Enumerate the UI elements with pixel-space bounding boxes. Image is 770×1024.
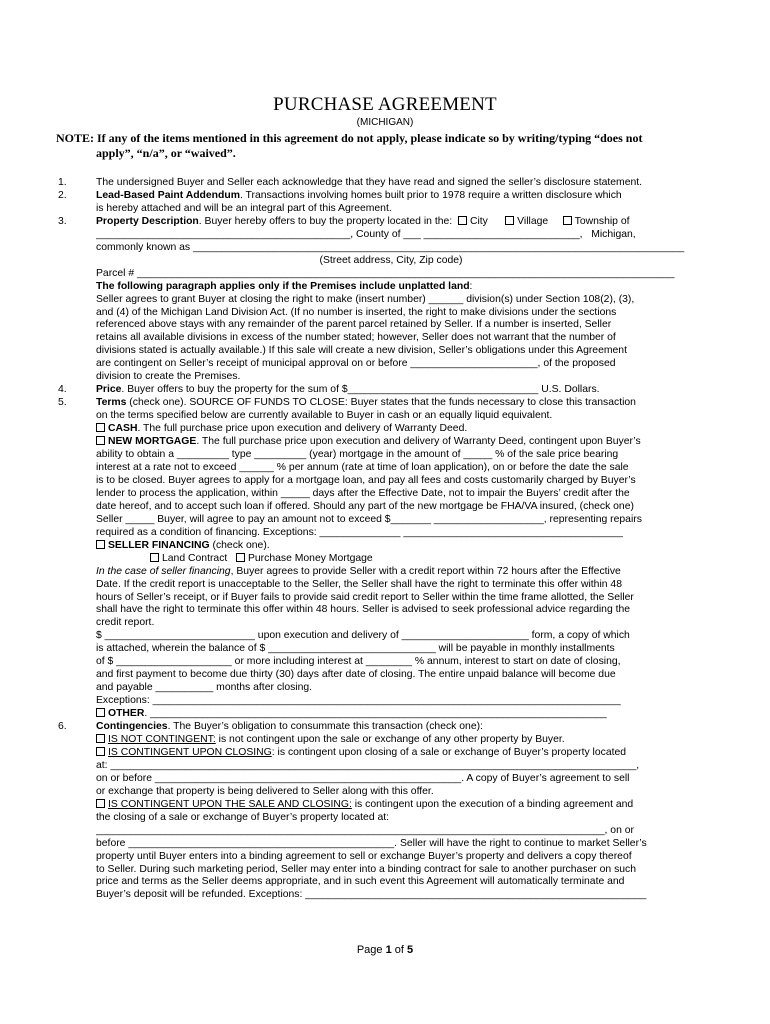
- section-6: [56, 721, 686, 902]
- contingent-sale-line: to Seller. During such marketing period, Seller may enter into a binding contract for sale to another purchaser on such: [96, 863, 637, 875]
- city-label: City: [469, 215, 488, 227]
- section-number: 6.: [58, 721, 67, 733]
- township-label: Township of: [574, 215, 630, 227]
- other-blank[interactable]: . _______________________________________________________________________________: [144, 708, 607, 720]
- section-heading: Property Description: [96, 215, 199, 227]
- not-contingent-heading: IS NOT CONTINGENT:: [108, 733, 216, 745]
- land-contract-label: Land Contract: [162, 552, 228, 564]
- paragraph-line: and (4) of the Michigan Land Division Act. (If no number is inserted, the right to make divisions under the sections: [96, 306, 617, 318]
- seller-financing-line: of $ ____________________ or more including interest at ________ % annum, interest to start on date of closing,: [96, 656, 621, 668]
- contingent-closing-heading: IS CONTINGENT UPON CLOSING: [108, 746, 272, 758]
- section-text: . Buyer hereby offers to buy the property located in the:: [198, 215, 453, 227]
- address-hint: (Street address, City, Zip code): [319, 254, 463, 266]
- mortgage-line: lender to process the application, within _____ days after the Effective Date, not to impair the Buyers’ credit after the: [96, 487, 630, 499]
- mortgage-line: date hereof, and to accept such loan if offered. Should any part of the new mortgage be FHA/VA insured, (check one): [96, 500, 634, 512]
- seller-financing-heading: SELLER FINANCING: [108, 539, 210, 551]
- contingent-closing-text: : is contingent upon closing of a sale or exchange of Buyer’s property located: [271, 746, 627, 758]
- section-number: 2.: [58, 189, 67, 201]
- contingent-closing-checkbox[interactable]: [96, 747, 105, 756]
- contingent-sale-line[interactable]: ________________________________________________________________________________________, on or: [96, 824, 634, 836]
- city-county-blank[interactable]: ____________________________________________, County of: [96, 228, 401, 240]
- section-number: 4.: [58, 384, 67, 396]
- contingent-closing-line: or exchange that property is being delivered to Seller along with this offer.: [96, 785, 434, 797]
- other-checkbox[interactable]: [96, 708, 105, 717]
- section-heading: Price: [96, 384, 122, 396]
- mortgage-line: required as a condition of financing. Exceptions: ______________ ______________________________________: [96, 526, 623, 538]
- note-line: NOTE: If any of the items mentioned in this agreement do not apply, please indicate so by writing/typing “does not: [56, 131, 643, 145]
- agreement-body: [56, 177, 686, 902]
- seller-financing-checkbox[interactable]: [96, 540, 105, 549]
- mortgage-line: is to be closed. Buyer agrees to apply for a mortgage loan, and pay all fees and costs customarily charged by Buyer’s: [96, 474, 636, 486]
- page-total: 5: [407, 944, 414, 956]
- contingent-sale-line: price and terms as the Seller deems appropriate, and in such event this Agreement will automatically terminate and: [96, 876, 625, 888]
- section-number: 5.: [58, 397, 67, 409]
- section-number: 3.: [58, 215, 67, 227]
- paragraph-line: referenced above stays with any remainder of the parent parcel retained by Seller. If a number is inserted, Seller: [96, 319, 612, 331]
- contingent-sale-line: the closing of a sale or exchange of Buyer’s property located at:: [96, 811, 390, 823]
- section-text: (check one). SOURCE OF FUNDS TO CLOSE: Buyer states that the funds necessary to close this transaction: [126, 397, 636, 409]
- cash-text: . The full purchase price upon execution and delivery of Warranty Deed.: [137, 423, 468, 435]
- section-1: [56, 177, 686, 190]
- seller-financing-line: is attached, wherein the balance of $ _____________________________ will be payable in monthly installments: [96, 643, 615, 655]
- contingent-sale-line[interactable]: Buyer’s deposit will be refunded. Exceptions: ___________________________________________________________: [96, 889, 647, 901]
- seller-financing-line: Date. If the credit report is unacceptable to the Seller, the Seller shall have the right to terminate this offer within 48: [96, 578, 622, 590]
- price-text[interactable]: . Buyer offers to buy the property for the sum of $_________________________________ U.S. Dollars.: [121, 384, 600, 396]
- paragraph-line: division to create the Premises.: [96, 371, 241, 383]
- section-number: 1.: [58, 177, 67, 188]
- section-text: is hereby attached and will be an integral part of this Agreement.: [96, 202, 392, 214]
- seller-financing-line: credit report.: [96, 617, 155, 629]
- not-contingent-text: is not contingent upon the sale or exchange of any other property by Buyer.: [215, 733, 565, 745]
- contingent-sale-line[interactable]: before ______________________________________________. Seller will have the right to continue to market Seller’s: [96, 837, 647, 849]
- seller-financing-line: and payable __________ months after closing.: [96, 682, 313, 694]
- note-paragraph: [56, 131, 696, 161]
- section-text: . Transactions involving homes built prior to 1978 require a written disclosure which: [239, 189, 622, 201]
- seller-financing-line: , Buyer agrees to provide Seller with a credit report within 72 hours after the Effective: [230, 565, 621, 577]
- note-line: apply”, “n/a”, or “waived”.: [96, 146, 236, 160]
- seller-financing-line: $ __________________________ upon execution and delivery of ______________________ form, a copy of which: [96, 630, 630, 642]
- section-2: [56, 190, 686, 216]
- seller-financing-line: shall have the right to terminate this offer within 48 hours. Seller is advised to seek professional advice regarding the: [96, 604, 631, 616]
- contingent-closing-line[interactable]: at: ___________________________________________________________________________________________,: [96, 759, 640, 771]
- township-checkbox[interactable]: [563, 216, 572, 225]
- section-heading: Contingencies: [96, 721, 168, 733]
- state-label: Michigan,: [591, 228, 636, 240]
- page-number: 1: [385, 944, 392, 956]
- contingent-sale-closing-text: is contingent upon the execution of a binding agreement and: [351, 798, 634, 810]
- contingent-sale-line: property until Buyer enters into a binding agreement to sell or exchange Buyer’s property and delivers a copy thereof: [96, 850, 632, 862]
- mortgage-line: Seller _____ Buyer, will agree to pay an amount not to exceed $_______ ___________________, representing repairs: [96, 513, 642, 525]
- document-subtitle: (MICHIGAN): [356, 117, 414, 128]
- section-text: on the terms specified below are currently available to Buyer in cash or an equally liquid equivalent.: [96, 410, 553, 422]
- paragraph-line: are contingent on Seller’s receipt of municipal approval on or before ______________________, of the proposed: [96, 358, 616, 370]
- section-heading: Terms: [96, 397, 127, 409]
- punctuation: :: [469, 280, 473, 292]
- contingent-sale-closing-heading: IS CONTINGENT UPON THE SALE AND CLOSING:: [108, 798, 352, 810]
- unplatted-heading: The following paragraph applies only if the Premises include unplatted land: [96, 280, 470, 292]
- commonly-known-as-field[interactable]: commonly known as _____________________________________________________________________________________: [96, 241, 685, 253]
- mortgage-line: ability to obtain a _________ type _________ (year) mortgage in the amount of _____ % of the sale price bearing: [96, 449, 619, 461]
- parcel-field[interactable]: Parcel # _____________________________________________________________________________________________: [96, 267, 675, 279]
- seller-financing-line: hours of Seller’s receipt, or if Buyer fails to provide said credit report to Seller within the time frame allotted, the Seller: [96, 591, 634, 603]
- new-mortgage-heading: NEW MORTGAGE: [108, 436, 197, 448]
- section-text: The undersigned Buyer and Seller each acknowledge that they have read and signed the seller’s disclosure statement.: [96, 177, 643, 188]
- village-label: Village: [517, 215, 549, 227]
- page-of-label: of: [394, 944, 404, 956]
- page-footer: [0, 944, 770, 956]
- new-mortgage-checkbox[interactable]: [96, 436, 105, 445]
- paragraph-line: divisions stated is actually available.) If this sale will create a new division, Seller’s obligations under this Agreement: [96, 345, 627, 357]
- seller-financing-italic: In the case of seller financing: [96, 565, 231, 577]
- page-label: Page: [356, 944, 383, 956]
- seller-financing-text: (check one).: [209, 539, 270, 551]
- section-heading: Lead-Based Paint Addendum: [96, 189, 240, 201]
- section-3: [56, 216, 686, 384]
- purchase-money-mortgage-label: Purchase Money Mortgage: [247, 552, 373, 564]
- village-checkbox[interactable]: [505, 216, 514, 225]
- purchase-money-mortgage-checkbox[interactable]: [236, 553, 245, 562]
- mortgage-line: interest at a rate not to exceed ______ % per annum (rate at time of loan application), on or before the date the sale: [96, 461, 629, 473]
- contingent-sale-closing-checkbox[interactable]: [96, 799, 105, 808]
- contingent-closing-line[interactable]: on or before _____________________________________________________. A copy of Buyer’s agreement to sell: [96, 772, 630, 784]
- section-4: [56, 384, 686, 397]
- other-heading: OTHER: [108, 708, 145, 720]
- mortgage-text: . The full purchase price upon execution and delivery of Warranty Deed, contingent upon Buyer’s: [196, 436, 641, 448]
- paragraph-line: retains all available divisions in excess of the number stated; however, Seller does not warrant that the number of: [96, 332, 616, 344]
- section-text: . The Buyer’s obligation to consummate this transaction (check one):: [167, 721, 483, 733]
- city-checkbox[interactable]: [458, 216, 467, 225]
- exceptions-line[interactable]: Exceptions: _________________________________________________________________________________: [96, 695, 621, 707]
- cash-checkbox[interactable]: [96, 423, 105, 432]
- document-title: PURCHASE AGREEMENT: [273, 94, 497, 115]
- cash-heading: CASH: [108, 423, 138, 435]
- section-5: [56, 397, 686, 721]
- paragraph-line: Seller agrees to grant Buyer at closing the right to make (insert number) ______ division(s) under Section 108(2), (3),: [96, 293, 635, 305]
- not-contingent-checkbox[interactable]: [96, 734, 105, 743]
- seller-financing-line: and first payment to become due thirty (30) days after date of closing. The entire unpaid balance will become due: [96, 669, 616, 681]
- land-contract-checkbox[interactable]: [150, 553, 159, 562]
- county-blank[interactable]: ___ ___________________________,: [403, 228, 583, 240]
